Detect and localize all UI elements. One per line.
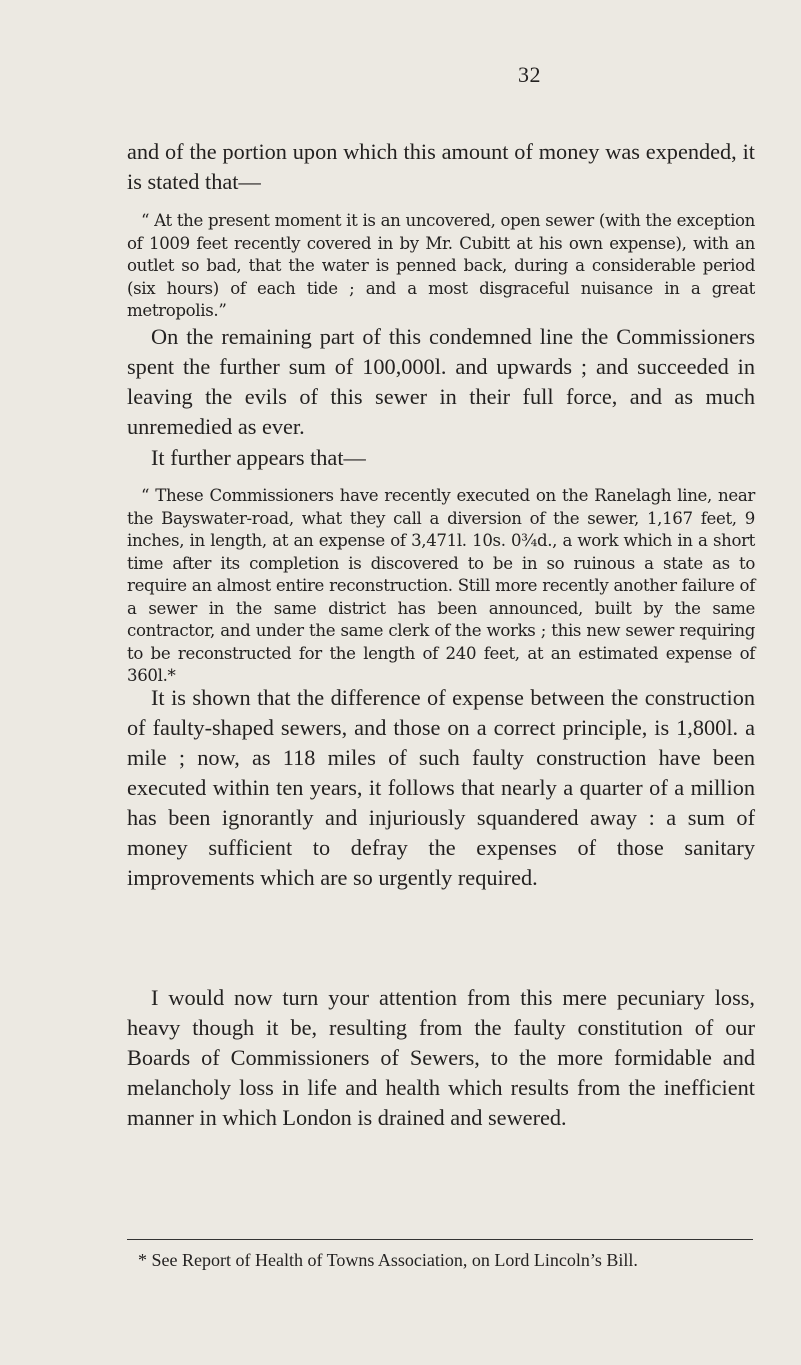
paragraph-further-appears: It further appears that—	[151, 445, 366, 470]
page-number: 32	[518, 62, 541, 87]
quote-ranelagh-line: “ These Commissioners have recently executed on the Ranelagh line, near the Bayswater-road, what they call a diversion of the sewer, 1,167 feet, 9 inches, in length, at an expense of 3,471l. 10s. 0¾d., a work which in a short time after its completion is discovered to be in so ruinous a state as to require an almost entire reconstruction. Still more recently another failure of a sewer in the same district has been announced, built by the same contractor, and under the same clerk of the works ; this new sewer requiring to be reconstructed for the length of 240 feet, at an estimated expense of 360l.*	[127, 486, 755, 685]
footnote: * See Report of Health of Towns Association, on Lord Lincoln’s Bill.	[138, 1250, 638, 1270]
footnote-divider	[127, 1239, 753, 1240]
paragraph-intro: and of the portion upon which this amount of money was expended, it is stated that—	[127, 139, 755, 194]
paragraph-remaining-line: On the remaining part of this condemned line the Commissioners spent the further sum of 100,000l. and upwards ; and succeeded in leaving the evils of this sewer in their full force, and as much unremedied as ever.	[127, 324, 755, 439]
paragraph-difference-expense: It is shown that the difference of expense between the construction of faulty-shaped sewers, and those on a correct principle, is 1,800l. a mile ; now, as 118 miles of such faulty construction have been executed within ten years, it follows that nearly a quarter of a million has been ignorantly and injuriously squandered away : a sum of money sufficient to defray the expenses of those sanitary improvements which are so urgently required.	[127, 685, 755, 890]
quote-sewer-condition: “ At the present moment it is an uncovered, open sewer (with the exception of 1009 feet recently covered in by Mr. Cubitt at his own expense), with an outlet so bad, that the water is penned back, during a considerable period (six hours) of each tide ; and a most disgraceful nuisance in a great metropolis.”	[127, 211, 755, 320]
paragraph-health-loss: I would now turn your attention from this mere pecuniary loss, heavy though it be, resulting from the faulty constitution of our Boards of Commissioners of Sewers, to the more formidable and melancholy loss in life and health which results from the inefficient manner in which London is drained and sewered.	[127, 985, 755, 1130]
